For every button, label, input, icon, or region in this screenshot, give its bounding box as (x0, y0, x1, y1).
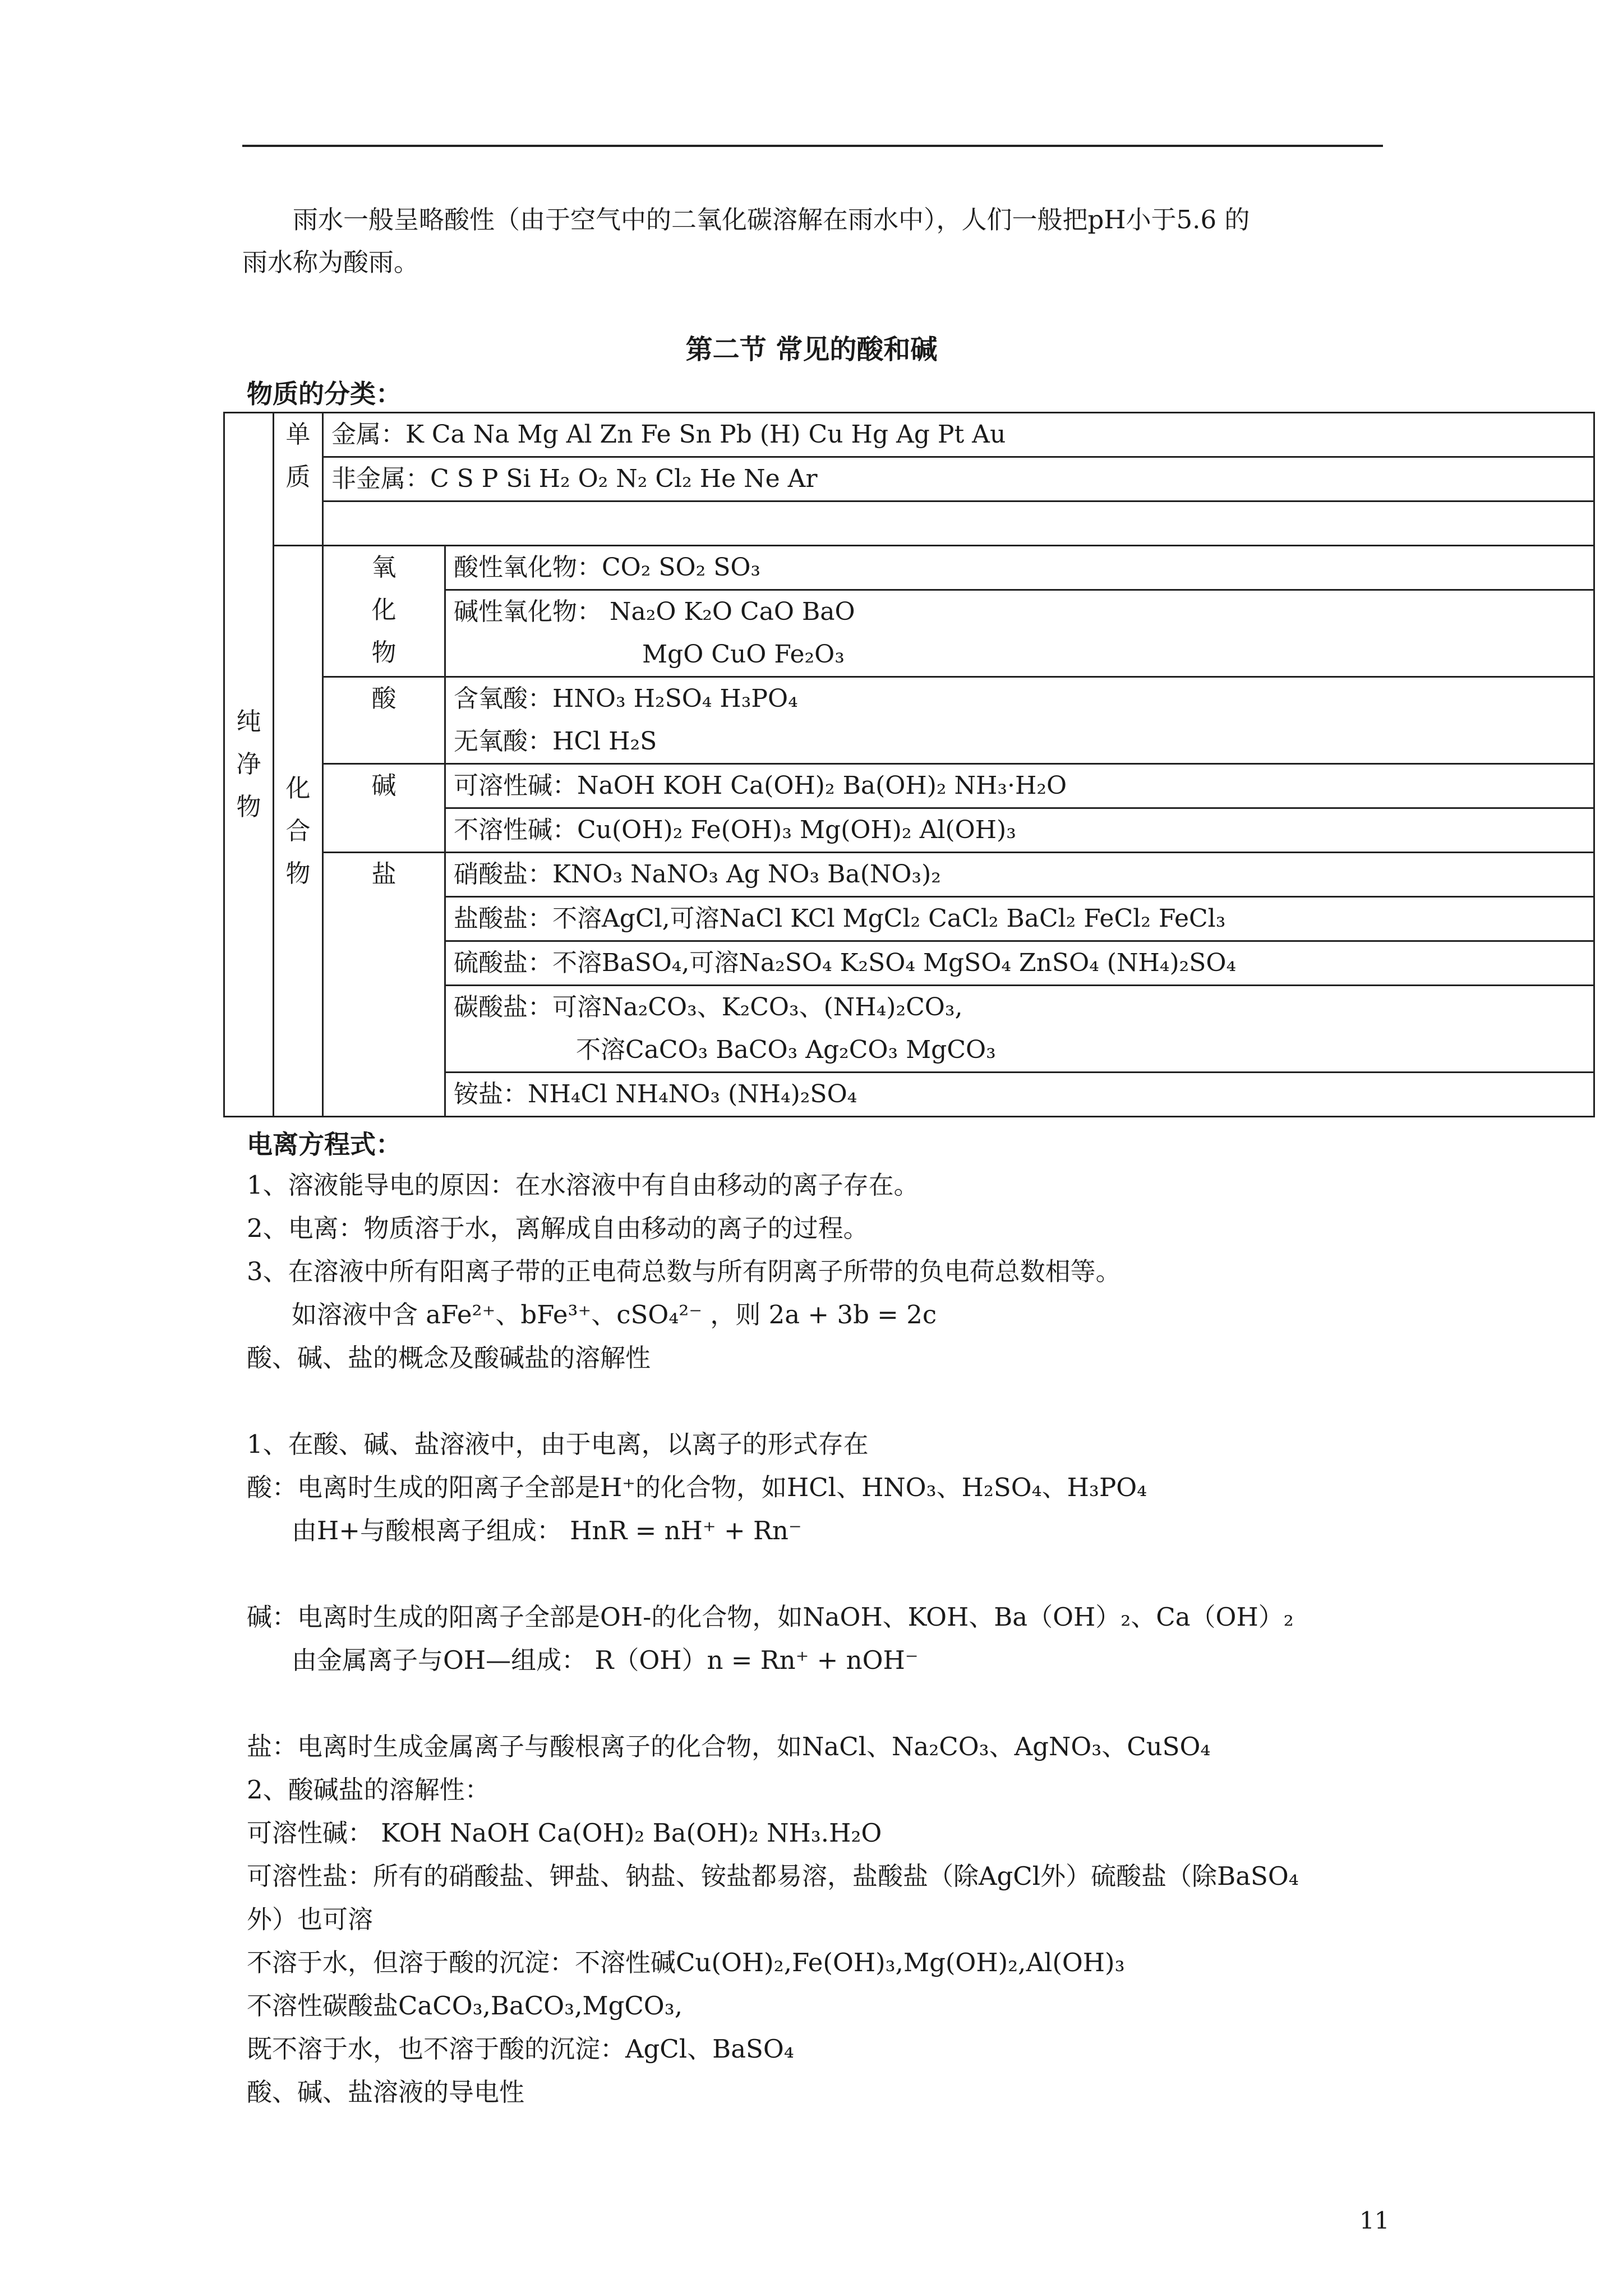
element-blank-row (323, 501, 1594, 546)
base-cell: 碱 (323, 764, 445, 853)
acidic-oxide-row: 酸性氧化物：CO₂ SO₂ SO₃ (445, 546, 1594, 590)
nonmetal-row: 非金属：C S P Si H₂ O₂ N₂ Cl₂ He Ne Ar (323, 457, 1594, 501)
text-line: 由金属离子与OH—组成： R（OH）n = Rn⁺ + nOH⁻ (292, 1645, 919, 1675)
ionization-heading: 电离方程式： (247, 1129, 402, 1159)
text-line: 3、在溶液中所有阳离子带的正电荷总数与所有阴离子所带的负电荷总数相等。 (247, 1257, 1121, 1286)
oxide-cell: 氧化物 (323, 546, 445, 677)
text-line: 2、酸碱盐的溶解性： (247, 1775, 490, 1805)
text-line: 可溶性盐：所有的硝酸盐、钾盐、钠盐、铵盐都易溶，盐酸盐（除AgCl外）硫酸盐（除BaSO₄ (247, 1861, 1299, 1891)
metal-row: 金属：K Ca Na Mg Al Zn Fe Sn Pb (H) Cu Hg Ag Pt Au (323, 413, 1594, 457)
text-line: 不溶性碳酸盐CaCO₃,BaCO₃,MgCO₃, (247, 1991, 683, 2021)
classification-heading: 物质的分类： (247, 379, 402, 409)
salt-cell: 盐 (323, 853, 445, 1117)
text-line: 碱：电离时生成的阳离子全部是OH-的化合物，如NaOH、KOH、Ba（OH）₂、Ca（OH）₂ (247, 1602, 1294, 1632)
text-line: 可溶性碱： KOH NaOH Ca(OH)₂ Ba(OH)₂ NH₃.H₂O (247, 1818, 882, 1848)
section-title: 第二节 常见的酸和碱 (685, 334, 938, 365)
element-cell: 单质 (274, 413, 323, 546)
oxyacid-row: 含氧酸：HNO₃ H₂SO₄ H₃PO₄ (445, 677, 1594, 721)
sulfate-row: 硫酸盐：不溶BaSO₄,可溶Na₂SO₄ K₂SO₄ MgSO₄ ZnSO₄ (NH₄)₂SO₄ (445, 941, 1594, 986)
ammonium-row: 铵盐：NH₄Cl NH₄NO₃ (NH₄)₂SO₄ (445, 1073, 1594, 1117)
text-line: 1、溶液能导电的原因：在水溶液中有自由移动的离子存在。 (247, 1170, 919, 1200)
chloride-row: 盐酸盐：不溶AgCl,可溶NaCl KCl MgCl₂ CaCl₂ BaCl₂ FeCl₂ FeCl₃ (445, 897, 1594, 941)
intro-line-1: 雨水一般呈略酸性（由于空气中的二氧化碳溶解在雨水中），人们一般把pH小于5.6 的 (293, 205, 1250, 234)
text-line: 酸：电离时生成的阳离子全部是H⁺的化合物，如HCl、HNO₃、H₂SO₄、H₃PO₄ (247, 1473, 1147, 1502)
classification-table (223, 412, 1595, 1117)
text-line: 酸、碱、盐溶液的导电性 (247, 2077, 525, 2107)
text-line: 由H+与酸根离子组成： HnR = nH⁺ + Rn⁻ (292, 1516, 802, 1545)
carbonate-row-2: 不溶CaCO₃ BaCO₃ Ag₂CO₃ MgCO₃ (445, 1029, 1594, 1073)
text-line: 既不溶于水，也不溶于酸的沉淀：AgCl、BaSO₄ (247, 2034, 794, 2064)
hydracid-row: 无氧酸：HCl H₂S (445, 720, 1594, 764)
text-line: 盐：电离时生成金属离子与酸根离子的化合物，如NaCl、Na₂CO₃、AgNO₃、CuSO₄ (247, 1732, 1211, 1761)
header-rule (242, 145, 1383, 147)
blank-line (247, 1552, 1604, 1595)
blank-line (247, 1682, 1604, 1725)
carbonate-row-1: 碳酸盐：可溶Na₂CO₃、K₂CO₃、(NH₄)₂CO₃, (445, 986, 1594, 1029)
body-text (247, 1163, 1604, 2114)
page-number: 11 (1359, 2207, 1390, 2234)
intro-line-2: 雨水称为酸雨。 (242, 247, 419, 277)
basic-oxide-row-1: 碱性氧化物： Na₂O K₂O CaO BaO (445, 590, 1594, 634)
pure-substance-cell: 纯净物 (224, 413, 274, 1117)
text-line: 1、在酸、碱、盐溶液中，由于电离，以离子的形式存在 (247, 1429, 869, 1459)
text-line: 不溶于水，但溶于酸的沉淀：不溶性碱Cu(OH)₂,Fe(OH)₃,Mg(OH)₂,Al(OH)₃ (247, 1948, 1125, 1977)
acid-cell: 酸 (323, 677, 445, 764)
compound-cell: 化合物 (274, 546, 323, 1117)
blank-line (247, 1379, 1604, 1423)
soluble-base-row: 可溶性碱：NaOH KOH Ca(OH)₂ Ba(OH)₂ NH₃·H₂O (445, 764, 1594, 808)
text-line: 外）也可溶 (247, 1904, 374, 1934)
nitrate-row: 硝酸盐：KNO₃ NaNO₃ Ag NO₃ Ba(NO₃)₂ (445, 853, 1594, 897)
insoluble-base-row: 不溶性碱：Cu(OH)₂ Fe(OH)₃ Mg(OH)₂ Al(OH)₃ (445, 808, 1594, 853)
text-line: 酸、碱、盐的概念及酸碱盐的溶解性 (247, 1343, 651, 1373)
text-line: 2、电离：物质溶于水，离解成自由移动的离子的过程。 (247, 1213, 869, 1243)
text-line: 如溶液中含 aFe²⁺、bFe³⁺、cSO₄²⁻ ，则 2a + 3b = 2c (292, 1300, 937, 1329)
basic-oxide-row-2: MgO CuO Fe₂O₃ (445, 633, 1594, 677)
